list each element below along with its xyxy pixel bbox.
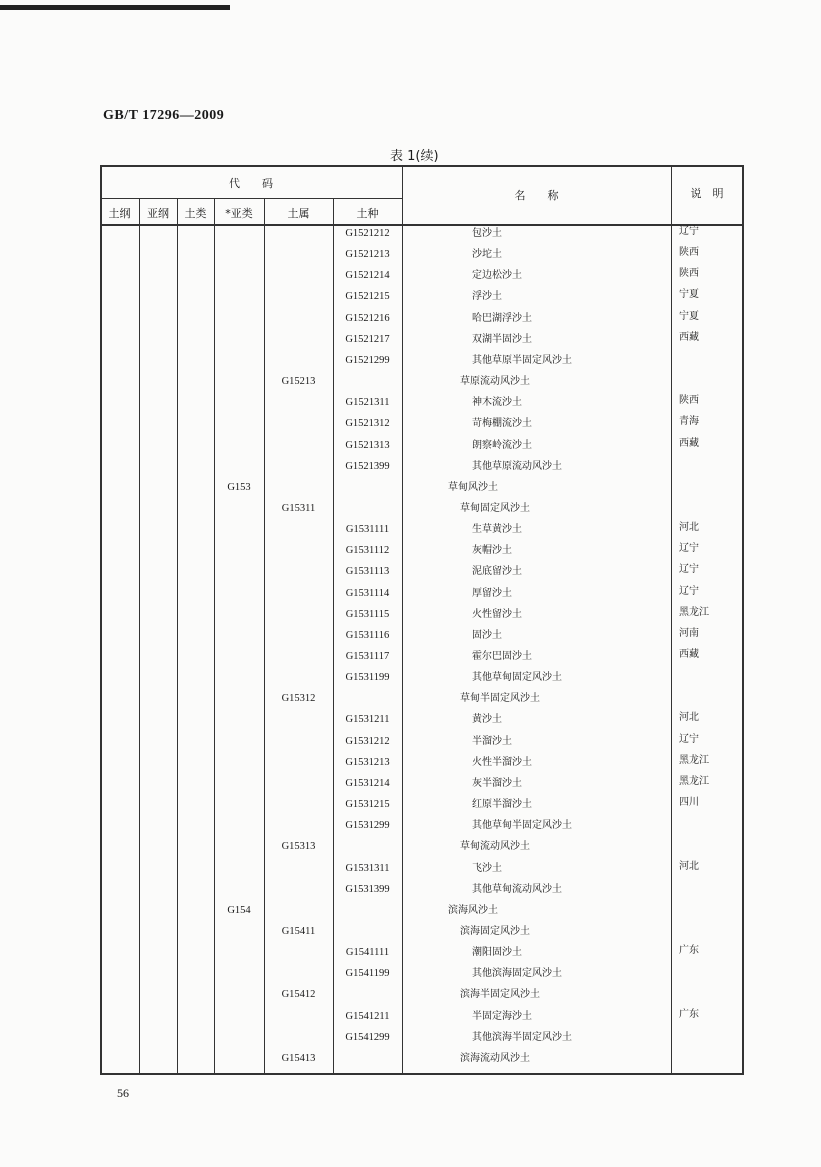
row-code: G1521299: [345, 355, 390, 366]
row-code: G15313: [281, 841, 316, 852]
row-note: 河北: [679, 522, 699, 533]
row-code: G1521313: [345, 440, 390, 451]
row-name: 红原半溜沙土: [472, 799, 532, 810]
row-note: 黑龙江: [679, 776, 709, 787]
row-code: G1521217: [345, 334, 390, 345]
col-rule-6: [402, 165, 403, 1075]
row-name: 其他草甸流动风沙土: [472, 884, 562, 895]
row-code: G15412: [281, 989, 316, 1000]
document-id: GB/T 17296—2009: [103, 108, 225, 123]
row-code: G15312: [281, 693, 316, 704]
row-name: 其他草甸固定风沙土: [472, 672, 562, 683]
row-name: 草甸流动风沙土: [460, 841, 530, 852]
row-code: G15413: [281, 1053, 316, 1064]
row-name: 包沙土: [472, 228, 502, 239]
page-number: 56: [117, 1086, 129, 1100]
row-code: G1531111: [345, 524, 390, 535]
header-suborder: 亚纲: [147, 207, 169, 220]
header-note: 说 明: [690, 187, 724, 200]
col-rule-2: [177, 198, 178, 1075]
row-code: G1531299: [345, 820, 390, 831]
row-code: G15213: [281, 376, 316, 387]
row-name: 潮阳固沙土: [472, 947, 522, 958]
row-code: G1531112: [345, 545, 390, 556]
table-caption: 表 1(续): [390, 149, 439, 164]
row-name: 浮沙土: [472, 291, 502, 302]
row-name: 草甸固定风沙土: [460, 503, 530, 514]
row-code: G154: [227, 905, 251, 916]
row-name: 泥底留沙土: [472, 566, 522, 577]
top-rule: [0, 5, 230, 10]
header-subgroup: *亚类: [225, 207, 253, 220]
header-code-group: 代 码: [229, 177, 273, 190]
row-name: 其他滨海固定风沙土: [472, 968, 562, 979]
table-bottom-border: [100, 1073, 744, 1075]
row-code: G1541111: [345, 947, 390, 958]
row-note: 四川: [679, 797, 699, 808]
code-group-rule: [100, 198, 402, 199]
row-name: 其他草原流动风沙土: [472, 461, 562, 472]
row-name: 滨海流动风沙土: [460, 1053, 530, 1064]
header-bottom-rule: [100, 224, 744, 226]
row-note: 宁夏: [679, 311, 699, 322]
row-note: 西藏: [679, 438, 699, 449]
row-code: G1531211: [345, 714, 390, 725]
row-note: 辽宁: [679, 586, 699, 597]
row-code: G1541299: [345, 1032, 390, 1043]
row-code: G1531113: [345, 566, 390, 577]
row-name: 生草黄沙土: [472, 524, 522, 535]
row-note: 辽宁: [679, 543, 699, 554]
row-note: 西藏: [679, 649, 699, 660]
row-name: 其他草原半固定风沙土: [472, 355, 572, 366]
row-name: 定边松沙土: [472, 270, 522, 281]
col-rule-1: [139, 198, 140, 1075]
row-name: 其他滨海半固定风沙土: [472, 1032, 572, 1043]
row-name: 其他草甸半固定风沙土: [472, 820, 572, 831]
row-name: 霍尔巴固沙土: [472, 651, 532, 662]
row-note: 广东: [679, 1009, 699, 1020]
row-code: G1521213: [345, 249, 390, 260]
header-group: 土类: [184, 207, 207, 220]
header-soil-order: 土纲: [108, 207, 131, 220]
table-left-border: [100, 165, 102, 1075]
row-code: G1531212: [345, 736, 390, 747]
row-note: 陕西: [679, 247, 699, 258]
col-rule-7: [671, 165, 672, 1075]
row-name: 灰半溜沙土: [472, 778, 522, 789]
row-code: G1521212: [345, 228, 390, 239]
row-code: G1531399: [345, 884, 390, 895]
row-code: G1521312: [345, 418, 390, 429]
col-rule-3: [214, 198, 215, 1075]
row-name: 哈巴湖浮沙土: [472, 313, 532, 324]
row-code: G1521311: [345, 397, 390, 408]
row-note: 河北: [679, 861, 699, 872]
header-name: 名 称: [514, 189, 559, 202]
row-name: 沙坨土: [472, 249, 502, 260]
row-name: 飞沙土: [472, 863, 502, 874]
row-name: 黄沙土: [472, 714, 502, 725]
row-note: 青海: [679, 416, 699, 427]
row-note: 西藏: [679, 332, 699, 343]
row-name: 草原流动风沙土: [460, 376, 530, 387]
row-note: 河南: [679, 628, 699, 639]
row-code: G1531199: [345, 672, 390, 683]
row-name: 神木流沙土: [472, 397, 522, 408]
row-name: 朗察岭流沙土: [472, 440, 532, 451]
row-code: G153: [227, 482, 251, 493]
row-name: 火性留沙土: [472, 609, 522, 620]
row-code: G1521399: [345, 461, 390, 472]
table-right-border: [742, 165, 744, 1075]
row-code: G1521216: [345, 313, 390, 324]
row-note: 辽宁: [679, 734, 699, 745]
table-top-border: [100, 165, 744, 167]
row-note: 宁夏: [679, 289, 699, 300]
row-name: 滨海风沙土: [448, 905, 498, 916]
row-name: 苛梅棚流沙土: [472, 418, 532, 429]
row-code: G1531213: [345, 757, 390, 768]
row-name: 半固定海沙土: [472, 1011, 532, 1022]
row-code: G1531117: [345, 651, 390, 662]
row-code: G1531214: [345, 778, 390, 789]
soil-classification-table: [100, 165, 744, 1075]
row-name: 厚留沙土: [472, 588, 512, 599]
row-name: 灰帽沙土: [472, 545, 512, 556]
row-note: 陕西: [679, 268, 699, 279]
row-name: 固沙土: [472, 630, 502, 641]
row-code: G1521215: [345, 291, 390, 302]
row-name: 半溜沙土: [472, 736, 512, 747]
row-name: 滨海半固定风沙土: [460, 989, 540, 1000]
row-code: G15411: [281, 926, 316, 937]
header-species: 土种: [356, 207, 379, 220]
row-note: 辽宁: [679, 564, 699, 575]
row-code: G1531116: [345, 630, 390, 641]
row-code: G1541199: [345, 968, 390, 979]
row-note: 广东: [679, 945, 699, 956]
row-note: 黑龙江: [679, 755, 709, 766]
row-code: G1531114: [345, 588, 390, 599]
row-name: 草甸风沙土: [448, 482, 498, 493]
row-name: 滨海固定风沙土: [460, 926, 530, 937]
row-note: 黑龙江: [679, 607, 709, 618]
row-note: 陕西: [679, 395, 699, 406]
row-code: G15311: [281, 503, 316, 514]
row-code: G1541211: [345, 1011, 390, 1022]
row-code: G1531311: [345, 863, 390, 874]
col-rule-4: [264, 198, 265, 1075]
row-code: G1521214: [345, 270, 390, 281]
header-family: 土属: [287, 207, 310, 220]
row-name: 双湖半固沙土: [472, 334, 532, 345]
row-note: 河北: [679, 712, 699, 723]
row-code: G1531215: [345, 799, 390, 810]
row-code: G1531115: [345, 609, 390, 620]
row-note: 辽宁: [679, 226, 699, 237]
row-name: 火性半溜沙土: [472, 757, 532, 768]
row-name: 草甸半固定风沙土: [460, 693, 540, 704]
